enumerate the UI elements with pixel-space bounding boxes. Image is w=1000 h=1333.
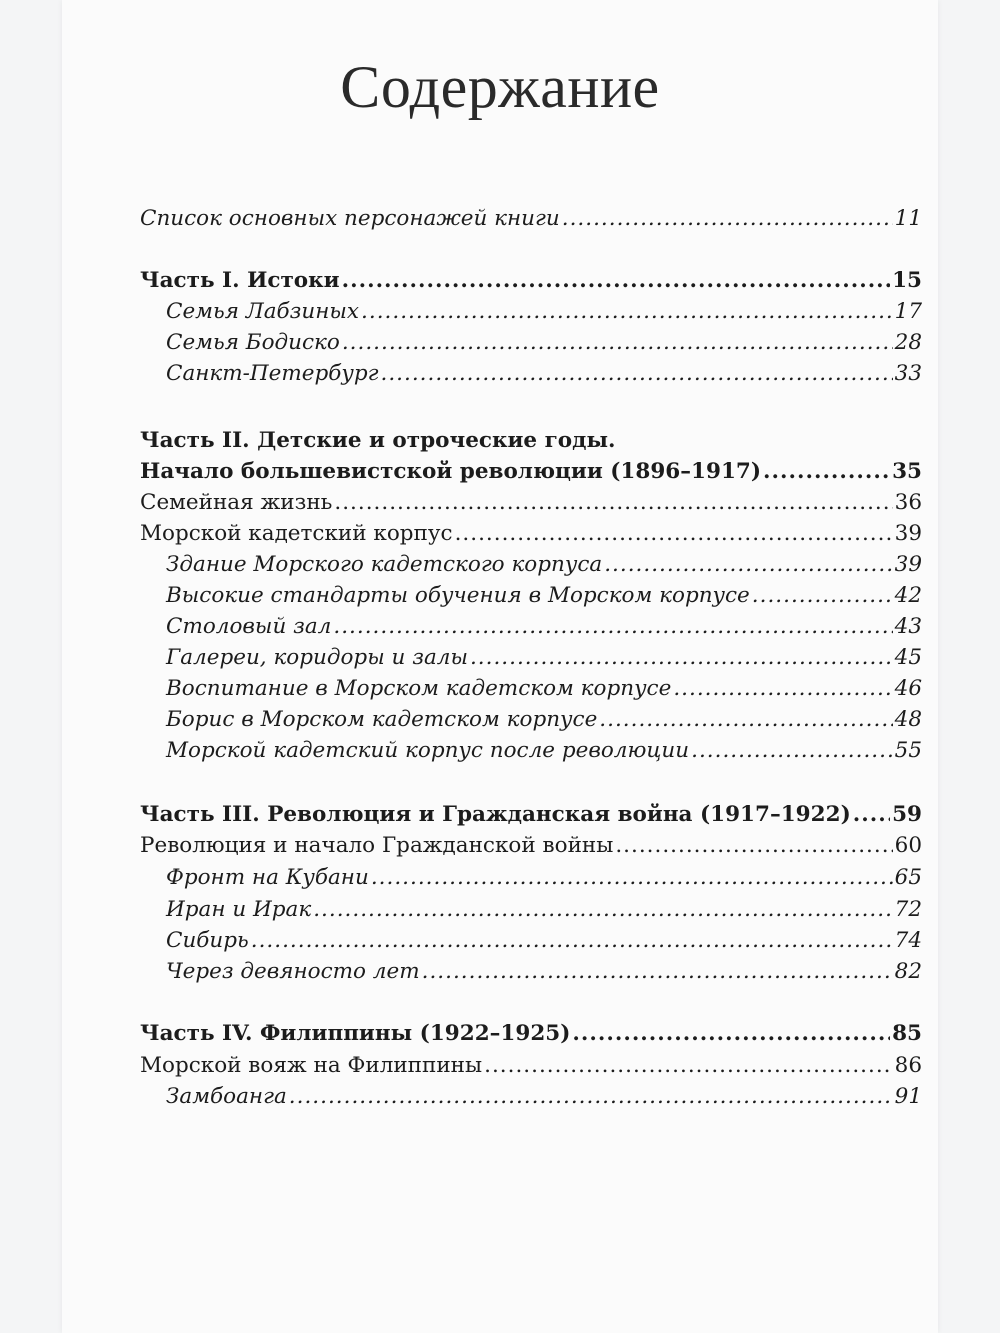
- toc-entry-page: 74: [894, 928, 922, 953]
- toc-leader-dots: [562, 204, 893, 234]
- toc-entry-title: Семейная жизнь: [140, 490, 333, 515]
- toc-entry: [166, 328, 922, 358]
- toc-entry-title: Галереи, коридоры и залы: [166, 645, 468, 670]
- toc-entry-page: 45: [894, 645, 922, 670]
- toc-leader-dots: [333, 612, 892, 642]
- toc-entry-title: Часть IV. Филиппины (1922–1925): [140, 1021, 571, 1046]
- book-page: [62, 0, 938, 1333]
- toc-entry: [140, 488, 922, 518]
- toc-entry-title: Столовый зал: [166, 614, 332, 639]
- toc-leader-dots: [615, 831, 892, 861]
- toc-entry-page: 33: [894, 361, 922, 386]
- toc-entry: [166, 581, 922, 611]
- toc-entry: [166, 643, 922, 673]
- toc-entry-title: Высокие стандарты обучения в Морском корпусе: [166, 583, 750, 608]
- toc-leader-dots: [342, 266, 890, 296]
- toc-entry-title: Революция и начало Гражданской войны: [140, 833, 614, 858]
- toc-entry-title: Борис в Морском кадетском корпусе: [166, 707, 598, 732]
- toc-entry-title: Морской вояж на Филиппины: [140, 1053, 483, 1078]
- toc-entry-page: 85: [892, 1021, 922, 1046]
- toc-entry-title: Воспитание в Морском кадетском корпусе: [166, 676, 672, 701]
- toc-entry-page: 39: [894, 552, 922, 577]
- toc-entry-title: Список основных персонажей книги: [140, 206, 560, 231]
- toc-entry-title: Фронт на Кубани: [166, 865, 369, 890]
- toc-entry: [166, 863, 922, 893]
- toc-entry-page: 55: [894, 738, 922, 763]
- toc-entry: [166, 612, 922, 642]
- toc-entry-title: Сибирь: [166, 928, 249, 953]
- toc-entry: [166, 297, 922, 327]
- toc-leader-dots: [422, 957, 893, 987]
- toc-entry-title: Семья Бодиско: [166, 330, 340, 355]
- toc-entry-title: Санкт-Петербург: [166, 361, 379, 386]
- toc-entry: [166, 359, 922, 389]
- toc-leader-dots: [763, 457, 890, 487]
- toc-leader-dots: [752, 581, 893, 611]
- toc-entry: [166, 550, 922, 580]
- toc-entry-title: Морской кадетский корпус: [140, 521, 453, 546]
- toc-entry-title: Через девяносто лет: [166, 959, 420, 984]
- toc-part-entry: [140, 457, 922, 487]
- toc-leader-dots: [572, 1019, 890, 1049]
- toc-leader-dots: [371, 863, 893, 893]
- table-of-contents: [62, 0, 938, 1333]
- toc-entry-title: Часть III. Революция и Гражданская война (1917–1922): [140, 802, 851, 827]
- toc-entry-page: 35: [892, 459, 922, 484]
- toc-part-entry: [140, 266, 922, 296]
- page-title: Содержание: [340, 54, 660, 120]
- toc-leader-dots: [853, 800, 890, 830]
- toc-leader-dots: [361, 297, 893, 327]
- toc-leader-dots: [691, 736, 893, 766]
- toc-entry: [140, 519, 922, 549]
- toc-entry-title: Семья Лабзиных: [166, 299, 360, 324]
- toc-leader-dots: [289, 1082, 893, 1112]
- toc-entry-page: 43: [894, 614, 922, 639]
- toc-entry: [140, 1051, 922, 1081]
- toc-entry-page: 65: [894, 865, 922, 890]
- toc-entry: [166, 705, 922, 735]
- toc-entry: [166, 926, 922, 956]
- toc-entry-page: 15: [892, 268, 922, 293]
- toc-entry-page: 72: [894, 897, 922, 922]
- toc-leader-dots: [484, 1051, 893, 1081]
- toc-entry: [166, 1082, 922, 1112]
- toc-entry-page: 48: [894, 707, 922, 732]
- toc-entry-title: Часть I. Истоки: [140, 268, 340, 293]
- toc-leader-dots: [342, 328, 893, 358]
- toc-leader-dots: [673, 674, 892, 704]
- toc-entry-title: Морской кадетский корпус после революции: [166, 738, 690, 763]
- toc-entry: [166, 957, 922, 987]
- toc-entry-page: 86: [894, 1053, 922, 1078]
- toc-entry-page: 28: [894, 330, 922, 355]
- toc-entry-page: 82: [894, 959, 922, 984]
- toc-entry: [166, 736, 922, 766]
- toc-leader-dots: [604, 550, 892, 580]
- toc-leader-dots: [470, 643, 893, 673]
- toc-leader-dots: [599, 705, 892, 735]
- toc-part-heading: Часть II. Детские и отроческие годы.: [140, 428, 616, 453]
- toc-part-entry: [140, 1019, 922, 1049]
- toc-entry-page: 59: [892, 802, 922, 827]
- toc-entry-title: Иран и Ирак: [166, 897, 312, 922]
- toc-leader-dots: [334, 488, 892, 518]
- toc-entry-page: 36: [894, 490, 922, 515]
- toc-entry-page: 46: [894, 676, 922, 701]
- toc-entry: [140, 204, 922, 234]
- toc-leader-dots: [251, 926, 893, 956]
- toc-entry-page: 91: [894, 1084, 922, 1109]
- toc-entry-title: Замбоанга: [166, 1084, 287, 1109]
- toc-entry: [166, 895, 922, 925]
- toc-part-entry: [140, 800, 922, 830]
- toc-leader-dots: [313, 895, 892, 925]
- toc-entry-page: 11: [894, 206, 922, 231]
- toc-leader-dots: [381, 359, 893, 389]
- toc-entry-page: 42: [894, 583, 922, 608]
- toc-entry-page: 39: [894, 521, 922, 546]
- toc-entry: [140, 831, 922, 861]
- toc-entry-page: 60: [894, 833, 922, 858]
- toc-entry-title: Начало большевистской революции (1896–1917): [140, 459, 762, 484]
- toc-leader-dots: [455, 519, 893, 549]
- toc-entry: [166, 674, 922, 704]
- toc-entry-title: Здание Морского кадетского корпуса: [166, 552, 603, 577]
- toc-entry-page: 17: [894, 299, 922, 324]
